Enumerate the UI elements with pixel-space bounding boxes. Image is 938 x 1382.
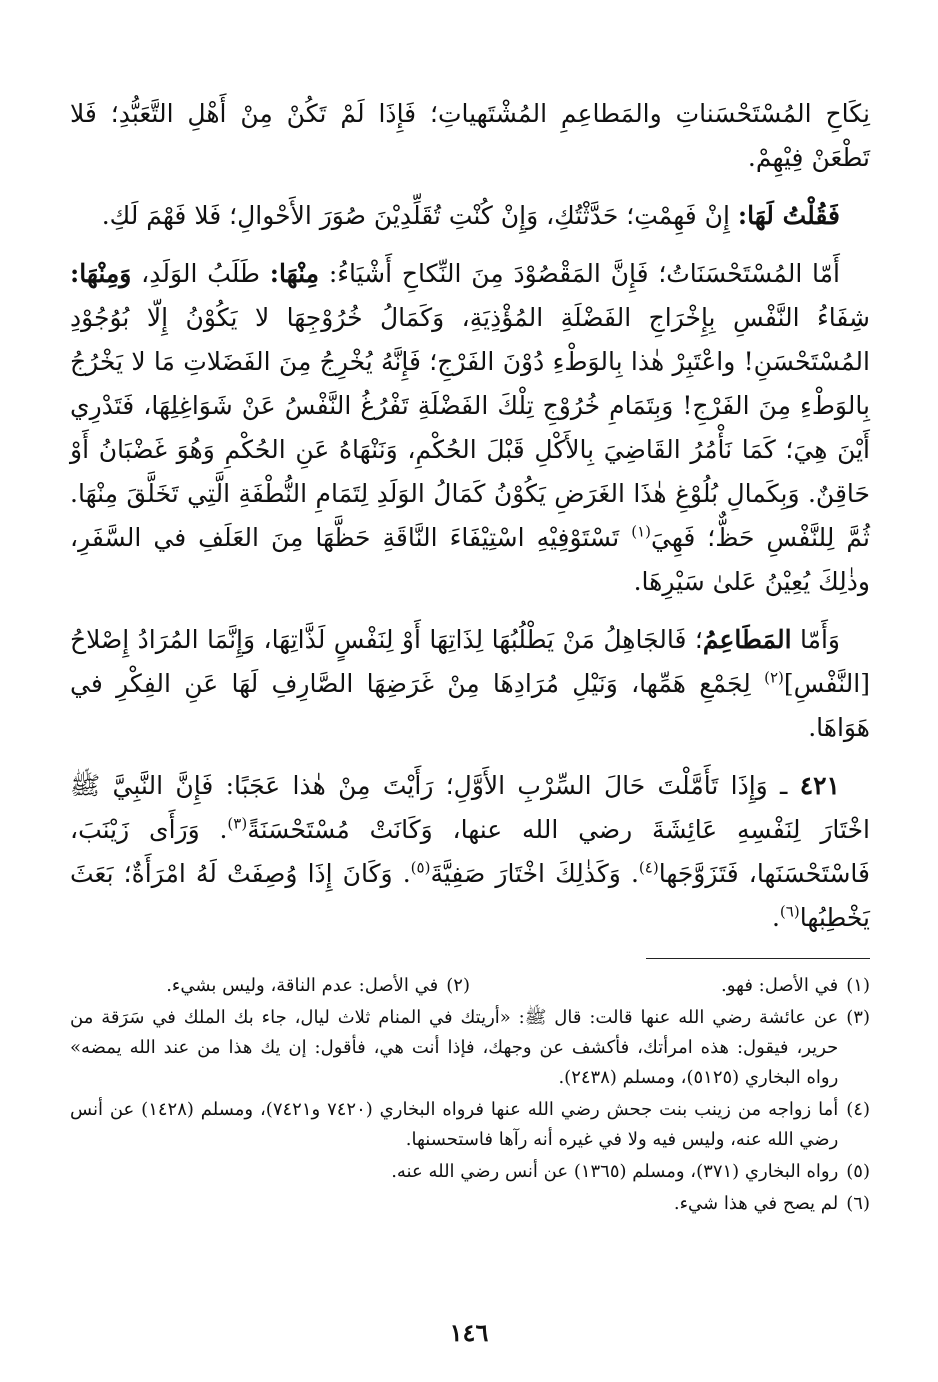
paragraph-2-text: إِنْ فَهِمْتِ؛ حَدَّثْتُكِ، وَإِنْ كُنْتِ تُقَلِّدِيْنَ صُوَرَ الأَحْوالِ؛ فَلا فَهْمَ لَكِ. bbox=[101, 201, 738, 230]
paragraph-3-bold-2: وَمِنْهَا: bbox=[70, 259, 132, 288]
paragraph-1-text: نِكَاحِ المُسْتَحْسَناتِ والمَطاعِمِ المُشْتَهياتِ؛ فَإِذَا لَمْ تَكُنْ مِنْ أَهْلِ التَّعَبُّدِ؛ فَلا تَطْعَنْ فِيْهِمْ. bbox=[70, 99, 870, 172]
footnote-4-text: أما زواجه من زينب بنت جحش رضي الله عنها فرواه البخاري (٧٤٢٠ و٧٤٢١)، ومسلم (١٤٢٨) عن أنس رضي الله عنه، وليس فيه ولا في غيره أنه رآها فاستحسنها. bbox=[70, 1099, 839, 1150]
paragraph-4-text-a: وَأَمّا bbox=[791, 625, 840, 654]
footnote-4 bbox=[70, 1095, 870, 1155]
footnote-5-number: (٥) bbox=[846, 1161, 870, 1182]
footnote-2-number: (٢) bbox=[446, 975, 470, 996]
section-number: ٤٢١ bbox=[799, 771, 840, 800]
footnote-2 bbox=[70, 971, 470, 1001]
footnote-4-number: (٤) bbox=[846, 1099, 870, 1120]
paragraph-5-text-c: . وَكَذٰلِكَ اخْتَارَ صَفِيَّةَ bbox=[430, 859, 639, 888]
paragraph-4 bbox=[70, 618, 870, 750]
footnote-2-text: في الأصل: عدم الناقة، وليس بشيء. bbox=[166, 975, 439, 996]
footnote-6 bbox=[70, 1189, 870, 1219]
paragraph-2-lead: فَقُلْتُ لَهَا: bbox=[737, 201, 840, 230]
paragraph-5 bbox=[70, 764, 870, 940]
footnotes bbox=[70, 971, 870, 1219]
paragraph-3-text-a: أَمّا المُسْتَحْسَنَاتُ؛ فَإِنَّ المَقْصُوْدَ مِنَ النِّكاحِ أَشْيَاءُ: bbox=[319, 259, 840, 288]
main-text bbox=[70, 92, 870, 940]
footnote-row-1-2 bbox=[70, 971, 870, 1003]
paragraph-5-text-d: . وَكَانَ إِذَا وُصِفَتْ لَهُ امْرَأَةٌ؛ بَعَثَ يَخْطِبُها bbox=[70, 859, 870, 932]
paragraph-3-text-e: تَسْتَوْفِيْهِ اسْتِيْفَاءَ النَّاقَةِ حَظَّهَا مِنَ العَلَفِ في السَّفَرِ، وذٰلِكَ يُعِيْنُ عَلىٰ سَيْرِهَا. bbox=[70, 523, 870, 596]
paragraph-3-text-c: طَلَبُ الوَلَدِ، bbox=[131, 259, 270, 288]
footnote-5 bbox=[70, 1157, 870, 1187]
footnote-3 bbox=[70, 1003, 870, 1093]
footnote-3-number: (٣) bbox=[846, 1007, 870, 1028]
footnote-ref-1: (١) bbox=[631, 522, 651, 541]
paragraph-5-text-b: . وَرَأَى زَيْنَبَ، فَاسْتَحْسَنَها، فَتَزَوَّجَها bbox=[70, 815, 871, 888]
footnote-divider bbox=[646, 958, 870, 959]
footnote-ref-6: (٦) bbox=[779, 902, 800, 921]
page-number: ١٤٦ bbox=[449, 1318, 489, 1347]
paragraph-5-text-e: . bbox=[771, 903, 780, 932]
footnote-5-text: رواه البخاري (٣٧١)، ومسلم (١٣٦٥) عن أنس رضي الله عنه. bbox=[391, 1161, 839, 1182]
footnote-3-text: عن عائشة رضي الله عنها قالت: قال ﷺ: «أريتك في المنام ثلاث ليال، جاء بك الملك في سَرَقة من حرير، فيقول: هذه امرأتك، فأكشف عن وجهك، فإذا أنت هي، فأقول: إن يك هذا من عند الله يمضه» رواه البخاري (٥١٢٥)، ومسلم (٢٤٣٨). bbox=[70, 1007, 839, 1088]
footnote-ref-5: (٥) bbox=[410, 858, 431, 877]
paragraph-3 bbox=[70, 252, 870, 604]
paragraph-2 bbox=[70, 194, 870, 238]
paragraph-3-bold-1: مِنْهَا: bbox=[269, 259, 320, 288]
footnote-6-number: (٦) bbox=[846, 1193, 870, 1214]
footnote-ref-3: (٣) bbox=[227, 814, 248, 833]
footnote-1-text: في الأصل: فهو. bbox=[721, 975, 839, 996]
paragraph-4-bold: المَطَاعِمُ bbox=[702, 625, 792, 654]
footnote-ref-4: (٤) bbox=[638, 858, 659, 877]
footnote-6-text: لم يصح في هذا شيء. bbox=[673, 1193, 839, 1214]
paragraph-3-text-d: شِفَاءُ النَّفْسِ بِإِخْرَاجِ الفَضْلَةِ المُؤْذِيَةِ، وَكَمَالُ خُرُوْجِهَا لا يَكُوْنُ إِلّا بُوُجُوْدِ المُسْتَحْسَنِ! واعْتَبِرْ هٰذا بِالوَطْءِ دُوْنَ الفَرْجِ؛ فَإِنَّهُ يُخْرِجُ مِنَ الفَضَلاتِ مَا لا يَخْرُجُ بِالوَطْءِ مِنَ الفَرْجِ! وَبِتَمَامِ خُرُوْجِ تِلْكَ الفَضْلَةِ تَفْرُغُ النَّفْسُ عَنْ شَوَاغِلِهَا، فَتَدْرِي أَيْنَ هِيَ؛ كَمَا نَأْمُرُ القَاضِيَ بِالأَكْلِ قَبْلَ الحُكْمِ، وَنَنْهَاهُ عَنِ الحُكْمِ وَهُوَ غَضْبَانُ أَوْ حَاقِنٌ. وَبِكَمالِ بُلُوْغِ هٰذَا الغَرَضِ يَكُوْنُ كَمَالُ الوَلَدِ لِتَمَامِ النُّطْفَةِ الَّتِي تَخَلَّقَ مِنْهَا. ثُمَّ لِلنَّفْسِ حَظٌّ؛ فَهِيَ bbox=[70, 303, 870, 552]
paragraph-1 bbox=[70, 92, 870, 180]
footnote-1 bbox=[470, 971, 870, 1001]
paragraph-5-text-a: ـ وَإِذَا تَأَمَّلْتَ حَالَ السِّرْبِ الأَوَّلِ؛ رَأَيْتَ مِنْ هٰذا عَجَبًا: فَإِنَّ النَّبِيَّ ﷺ اخْتَارَ لِنَفْسِهِ عَائِشَةَ رضي الله عنها، وَكَانَتْ مُسْتَحْسَنَةً bbox=[70, 771, 870, 844]
footnote-ref-2: (٢) bbox=[764, 668, 784, 687]
footnote-1-number: (١) bbox=[846, 975, 870, 996]
paragraph-4-text-d: لِجَمْعِ هَمِّها، وَنَيْلِ مُرَادِهَا مِنْ غَرَضِهَا الصَّارِفِ لَهَا عَنِ الفِكْرِ في هَوَاهَا. bbox=[70, 669, 870, 742]
paragraph-4-text-c: ؛ فَالجَاهِلُ مَنْ يَطْلُبُهَا لِذَاتِهَا أَوْ لِنَفْسٍ لَذَّاتِهَا، وَإِنَّمَا المُرَادُ إِصْلاحُ [النَّفْسِ] bbox=[70, 625, 870, 698]
